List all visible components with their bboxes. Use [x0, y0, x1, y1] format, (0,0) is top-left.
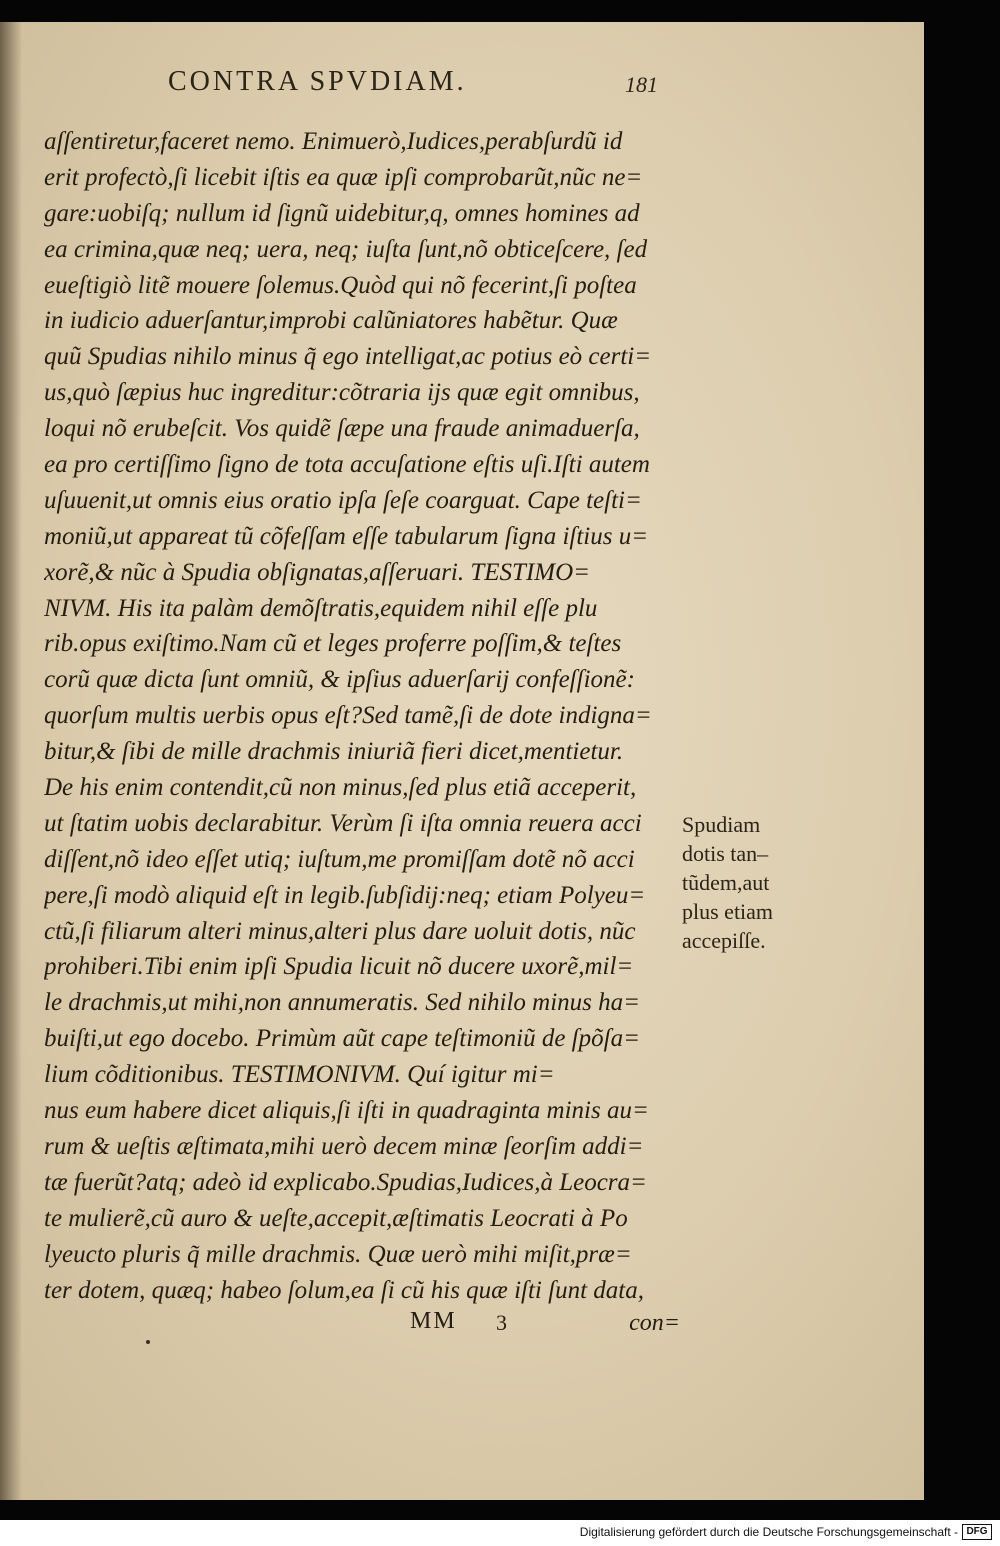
text-line: bitur,& ſibi de mille drachmis iniuriã fieri dicet,mentietur. — [44, 738, 624, 766]
dfg-logo-icon[interactable]: DFG — [962, 1524, 992, 1540]
text-line: buiſti,ut ego docebo. Primùm aũt cape teſtimoniũ de ſpõſa= — [44, 1025, 640, 1053]
text-line: ut ſtatim uobis declarabitur. Verùm ſi iſta omnia reuera acci — [44, 809, 642, 837]
text-line: De his enim contendit,cũ non minus,ſed plus etiã acceperit, — [44, 774, 637, 802]
text-line: ctũ,ſi filiarum alteri minus,alteri plus dare uoluit dotis, nũc — [44, 917, 636, 945]
text-line: moniũ,ut appareat tũ cõfeſſam eſſe tabularum ſigna iſtius u= — [44, 522, 649, 550]
text-line: lyeucto pluris q̃ mille drachmis. Quæ uerò mihi miſit,præ= — [44, 1240, 632, 1268]
text-line: ter dotem, quæq; habeo ſolum,ea ſi cũ his quæ iſti ſunt data, — [44, 1276, 644, 1304]
digitization-footer — [0, 1520, 1000, 1546]
signature-number: 3 — [496, 1310, 507, 1335]
text-line: le drachmis,ut mihi,non annumeratis. Sed nihilo minus ha= — [44, 989, 641, 1017]
text-line: quorſum multis uerbis opus eſt?Sed tamẽ,ſi de dote indigna= — [44, 702, 652, 730]
marginal-note — [682, 810, 812, 955]
text-line: corũ quæ dicta ſunt omniũ, & ipſius aduerſarij confeſſionẽ: — [44, 666, 635, 694]
text-line: lium cõditionibus. TESTIMONIVM. Quí igitur mi= — [44, 1061, 555, 1089]
body-text — [44, 124, 684, 1308]
margin-line: plus etiam — [682, 899, 774, 924]
text-line: erit profectò,ſi licebit iſtis ea quæ ipſi comprobarũt,nũc ne= — [44, 163, 643, 191]
text-line: uſuuenit,ut omnis eius oratio ipſa ſeſe coarguat. Cape teſti= — [44, 486, 642, 514]
text-line: pere,ſi modò aliquid eſt in legib.ſubſidij:neq; etiam Polyeu= — [44, 881, 646, 909]
text-line: rum & ueſtis æſtimata,mihi uerò decem minæ ſeorſim addi= — [44, 1132, 644, 1160]
text-line: in iudicio aduerſantur,improbi calũniatores habẽtur. Quæ — [44, 307, 618, 335]
folio-number: 181 — [625, 72, 658, 97]
margin-line: accepiſſe. — [682, 928, 766, 953]
text-line: ea crimina,quæ neq; uera, neq; iuſta ſunt,nõ obticeſcere, ſed — [44, 235, 648, 263]
text-line: nus eum habere dicet aliquis,ſi iſti in quadraginta minis au= — [44, 1097, 649, 1125]
text-line: ea pro certiſſimo ſigno de tota accuſatione eſtis uſi.Iſti autem — [44, 451, 650, 479]
text-line: gare:uobiſq; nullum id ſignũ uidebitur,q, omnes homines ad — [44, 199, 640, 227]
text-line: quũ Spudias nihilo minus q̃ ego intelligat,ac potius eò certi= — [44, 343, 652, 371]
text-line: loqui nõ erubeſcit. Vos quidẽ ſæpe una fraude animaduerſa, — [44, 415, 640, 443]
margin-line: tũdem,aut — [682, 870, 770, 895]
page-gutter-shadow — [0, 22, 22, 1500]
text-line: diſſent,nõ ideo eſſet utiq; iuſtum,me promiſſam dotẽ nõ acci — [44, 845, 635, 873]
text-line: us,quò ſæpius huc ingreditur:cõtraria ijs quæ egit omnibus, — [44, 379, 640, 407]
funding-credit: Digitalisierung gefördert durch die Deutsche Forschungsgemeinschaft - — [579, 1525, 958, 1539]
book-page — [0, 22, 924, 1500]
text-line: eueſtigiò litẽ mouere ſolemus.Quòd qui nõ fecerint,ſi poſtea — [44, 271, 637, 299]
text-line: prohiberi.Tibi enim ipſi Spudia licuit nõ ducere uxorẽ,mil= — [44, 953, 634, 981]
text-line: aſſentiretur,faceret nemo. Enimuerò,Iudices,perabſurdũ id — [44, 128, 623, 155]
text-line: te mulierẽ,cũ auro & ueſte,accepit,æſtimatis Leocrati à Po — [44, 1204, 628, 1232]
signature-mark: MM — [410, 1308, 457, 1334]
text-line: NIVM. His ita palàm demõſtratis,equidem nihil eſſe plu — [44, 594, 598, 622]
text-line: xorẽ,& nũc à Spudia obſignatas,aſſeruari. TESTIMO= — [44, 558, 591, 586]
text-line: rib.opus exiſtimo.Nam cũ et leges proferre poſſim,& teſtes — [44, 630, 622, 658]
catchword: con= — [629, 1310, 680, 1336]
margin-line: Spudiam — [682, 812, 761, 837]
page-header — [168, 62, 658, 112]
ink-speck — [146, 1340, 150, 1344]
running-head: CONTRA SPVDIAM. — [168, 66, 467, 97]
margin-line: dotis tan– — [682, 841, 769, 866]
direction-line — [410, 1308, 680, 1344]
text-line: tæ fuerũt?atq; adeò id explicabo.Spudias,Iudices,à Leocra= — [44, 1168, 647, 1196]
